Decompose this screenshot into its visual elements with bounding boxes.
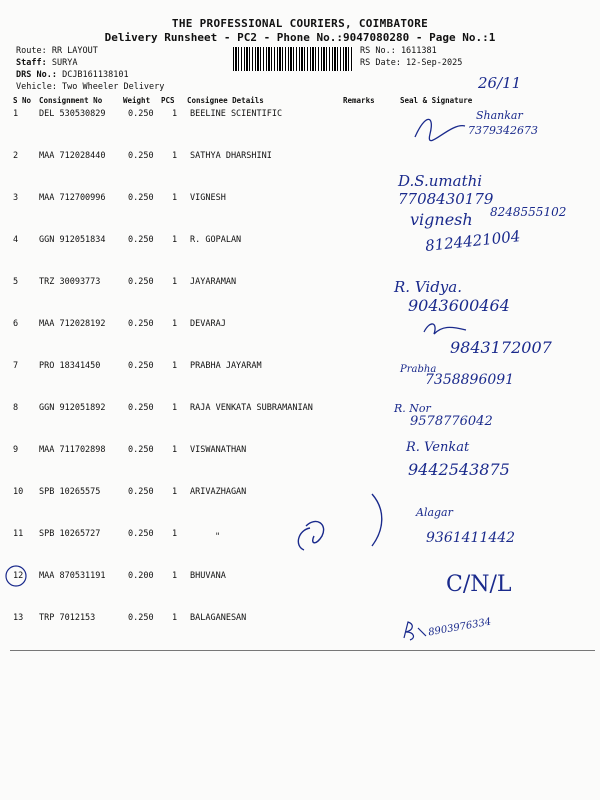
row-sno: 9 [13, 445, 19, 455]
row-weight: 0.250 [128, 487, 154, 497]
row-consignment: MAA 870531191 [39, 571, 106, 581]
signature-name: Prabha [400, 364, 437, 375]
row-consignee-ditto: " [215, 532, 221, 542]
vehicle-text: Vehicle: Two Wheeler Delivery [16, 82, 165, 92]
row-sno: 11 [13, 529, 24, 539]
signature-phone: 8124421004 [424, 227, 522, 255]
signature-name: R. Venkat [406, 440, 470, 455]
table-row [0, 403, 600, 417]
row-sno: 10 [13, 487, 24, 497]
signature-scribble [400, 620, 430, 642]
row-consignment: TRZ 30093773 [39, 277, 101, 287]
signature-phone: 7708430179 [398, 190, 494, 208]
row-consignee: PRABHA JAYARAM [190, 361, 262, 371]
row-consignment: SPB 10265727 [39, 529, 101, 539]
row-pcs: 1 [172, 151, 178, 161]
signature-phone: 7358896091 [425, 372, 515, 388]
row-consignee: VISWANATHAN [190, 445, 247, 455]
signature-phone: 9578776042 [410, 414, 493, 429]
signature-name: R. Vidya. [394, 278, 462, 296]
row-sno: 4 [13, 235, 19, 245]
staff-value: SURYA [51, 58, 78, 68]
signature-phone: 9442543875 [408, 460, 510, 479]
bracket-scribble [276, 490, 396, 560]
row-sno: 8 [13, 403, 19, 413]
col-remarks: Remarks [343, 96, 375, 105]
signature-name: vignesh [410, 210, 473, 229]
col-consignment: Consignment No [39, 96, 103, 105]
table-row [0, 277, 600, 291]
circle-mark [4, 564, 28, 588]
signature-name: D.S.umathi [398, 172, 483, 190]
signature-phone: 8903976334 [427, 616, 493, 639]
row-consignee: VIGNESH [190, 193, 226, 203]
row-pcs: 1 [172, 487, 178, 497]
divider [10, 650, 595, 651]
signature-scribble [420, 318, 470, 340]
row-consignment: GGN 912051892 [39, 403, 106, 413]
row-pcs: 1 [172, 445, 178, 455]
row-weight: 0.250 [128, 445, 154, 455]
row-pcs: 1 [172, 193, 178, 203]
row-weight: 0.250 [128, 319, 154, 329]
row-pcs: 1 [172, 277, 178, 287]
row-consignee: BEELINE SCIENTIFIC [190, 109, 283, 119]
row-weight: 0.250 [128, 403, 154, 413]
signature-phone: 9361411442 [426, 530, 516, 546]
signature-mark: C/N/L [446, 572, 512, 597]
row-consignment: GGN 912051834 [39, 235, 106, 245]
rs-no: RS No.: 1611381 [360, 46, 437, 56]
row-sno: 7 [13, 361, 19, 371]
col-consignee: Consignee Details [187, 96, 264, 105]
row-pcs: 1 [172, 613, 178, 623]
row-pcs: 1 [172, 319, 178, 329]
row-consignment: MAA 712028440 [39, 151, 106, 161]
barcode [233, 47, 353, 71]
row-consignment: DEL 530530829 [39, 109, 106, 119]
row-weight: 0.250 [128, 529, 154, 539]
row-consignment: TRP 7012153 [39, 613, 96, 623]
row-sno: 6 [13, 319, 19, 329]
signature-phone: 9843172007 [450, 338, 552, 357]
col-pcs: PCS [161, 96, 175, 105]
row-weight: 0.250 [128, 151, 154, 161]
table-row [0, 151, 600, 165]
row-weight: 0.250 [128, 235, 154, 245]
signature-phone: 7379342673 [468, 124, 538, 137]
row-consignment: MAA 712700996 [39, 193, 106, 203]
handwritten-date: 26/11 [478, 74, 522, 92]
row-pcs: 1 [172, 529, 178, 539]
drs-line [16, 70, 129, 80]
runsheet-title: Delivery Runsheet - PC2 - Phone No.:9047080280 - Page No.:1 [104, 31, 496, 44]
row-consignee: BALAGANESAN [190, 613, 247, 623]
row-sno: 5 [13, 277, 19, 287]
col-sno: S No [13, 96, 32, 105]
row-consignment: MAA 711702898 [39, 445, 106, 455]
row-pcs: 1 [172, 403, 178, 413]
staff-label: Staff: [16, 58, 47, 68]
row-consignee: JAYARAMAN [190, 277, 237, 287]
row-sno: 13 [13, 613, 24, 623]
route-text: Route: RR LAYOUT [16, 46, 98, 56]
row-consignee: DEVARAJ [190, 319, 226, 329]
row-weight: 0.250 [128, 613, 154, 623]
signature-name: Alagar [416, 506, 453, 519]
row-sno: 1 [13, 109, 19, 119]
row-weight: 0.250 [128, 277, 154, 287]
row-consignee: SATHYA DHARSHINI [190, 151, 272, 161]
row-weight: 0.250 [128, 193, 154, 203]
rs-date: RS Date: 12-Sep-2025 [360, 58, 463, 68]
row-sno: 2 [13, 151, 19, 161]
row-weight: 0.250 [128, 109, 154, 119]
col-seal: Seal & Signature [400, 96, 473, 105]
row-consignment: SPB 10265575 [39, 487, 101, 497]
row-pcs: 1 [172, 361, 178, 371]
signature-phone: 8248555102 [490, 205, 567, 219]
signature-name: Shankar [476, 109, 523, 122]
row-weight: 0.200 [128, 571, 154, 581]
row-consignment: MAA 712028192 [39, 319, 106, 329]
row-consignee: R. GOPALAN [190, 235, 242, 245]
row-pcs: 1 [172, 571, 178, 581]
row-consignment: PRO 18341450 [39, 361, 101, 371]
row-pcs: 1 [172, 235, 178, 245]
row-consignee: RAJA VENKATA SUBRAMANIAN [190, 403, 313, 413]
col-weight: Weight [123, 96, 151, 105]
signature-phone: 9043600464 [408, 296, 510, 315]
table-row [0, 445, 600, 459]
row-pcs: 1 [172, 109, 178, 119]
row-consignee: ARIVAZHAGAN [190, 487, 247, 497]
drs-label: DRS No.: [16, 70, 57, 80]
table-row [0, 319, 600, 333]
row-consignee: BHUVANA [190, 571, 226, 581]
drs-value: DCJB161138101 [62, 70, 129, 80]
company-title: THE PROFESSIONAL COURIERS, COIMBATORE [171, 17, 429, 30]
row-sno: 3 [13, 193, 19, 203]
signature-scribble [410, 112, 470, 142]
row-weight: 0.250 [128, 361, 154, 371]
signature-name: R. Nor [394, 402, 431, 415]
staff-line [16, 58, 77, 68]
table-row [0, 613, 600, 627]
row-sno: 12 [13, 571, 24, 581]
